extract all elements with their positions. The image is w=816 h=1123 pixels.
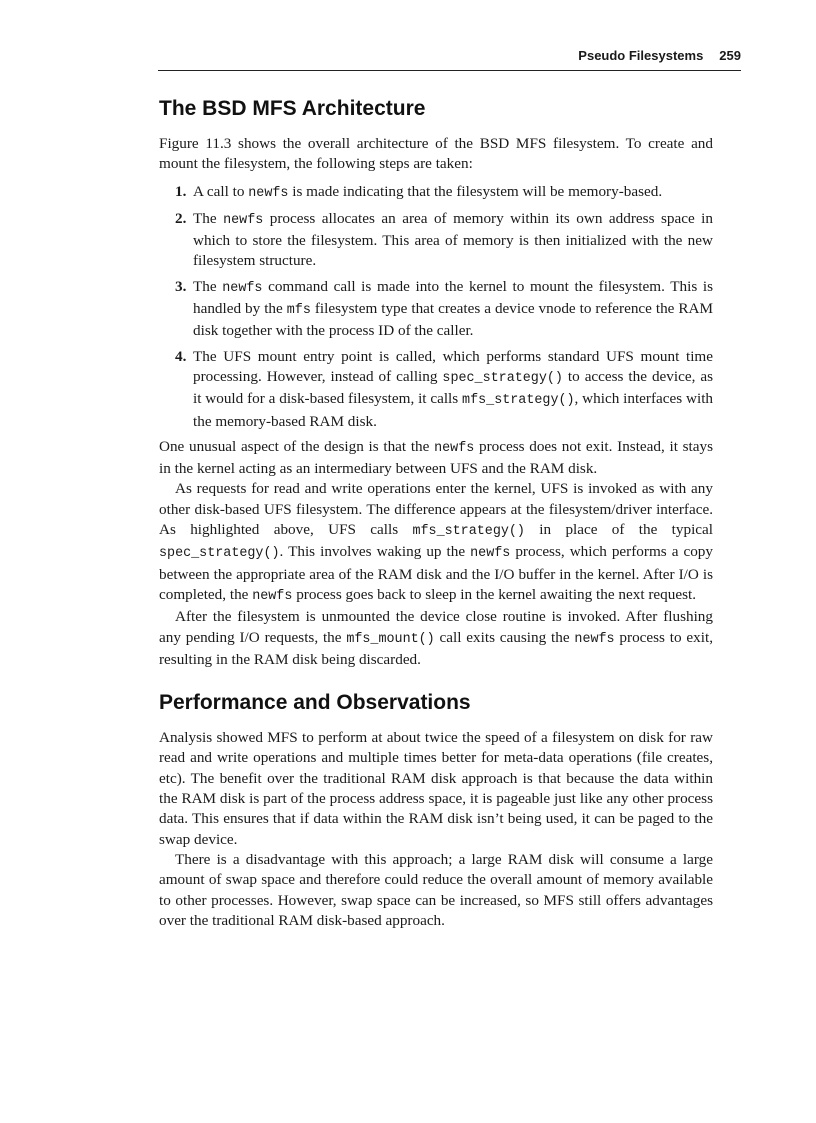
list-item: 2. The newfs process allocates an area of memory within its own address space in which to store the filesystem. This area of memory is then initialized with the new filesystem structure. bbox=[175, 209, 713, 270]
inline-code: newfs bbox=[252, 588, 293, 604]
list-item: 3. The newfs command call is made into the kernel to mount the filesystem. This is handled by the mfs filesystem type that creates a device vnode to reference the RAM disk together with the process ID of the caller. bbox=[175, 277, 713, 340]
section-heading-bsd-mfs: The BSD MFS Architecture bbox=[159, 97, 426, 120]
inline-code: newfs bbox=[434, 440, 475, 456]
running-header bbox=[158, 48, 741, 71]
list-item-number: 1. bbox=[175, 182, 187, 200]
inline-code: newfs bbox=[574, 631, 615, 647]
paragraph-unmount: After the filesystem is unmounted the device close routine is invoked. After flushing any pending I/O requests, the mfs_mount() call exits causing the newfs process to exit, resulting in the RAM disk being discarded. bbox=[159, 608, 713, 668]
list-item: 1. A call to newfs is made indicating that the filesystem will be memory-based. bbox=[175, 182, 663, 201]
paragraph-newfs-intermediary: One unusual aspect of the design is that the newfs process does not exit. Instead, it stays in the kernel acting as an intermediary between UFS and the RAM disk. bbox=[159, 437, 713, 478]
inline-code: mfs_strategy() bbox=[412, 524, 525, 540]
intro-paragraph: Figure 11.3 shows the overall architecture of the BSD MFS filesystem. To create and mount the filesystem, the following steps are taken: bbox=[159, 135, 713, 173]
list-item: 4. The UFS mount entry point is called, which performs standard UFS mount time processing. However, instead of calling spec_strategy() to access the device, as it would for a disk-based filesystem, it calls mfs_strategy(), which interfaces with the memory-based RAM disk. bbox=[175, 347, 714, 430]
paragraph-performance-analysis: Analysis showed MFS to perform at about twice the speed of a filesystem on disk for raw read and write operations and multiple times better for meta-data operations (file creates, etc). The benefit over the traditional RAM disk approach is that because the data within the RAM disk is part of the process address space, it is pageable just like any other process data. This ensures that if data within the RAM disk isn’t being used, it can be paged to the swap device. bbox=[159, 729, 713, 848]
list-item-number: 3. bbox=[175, 277, 187, 295]
list-item-number: 4. bbox=[175, 347, 187, 365]
inline-code: mfs_strategy() bbox=[462, 393, 575, 409]
inline-code: newfs bbox=[248, 185, 289, 201]
inline-code: mfs bbox=[286, 303, 311, 319]
inline-code: newfs bbox=[222, 280, 263, 296]
inline-code: spec_strategy() bbox=[442, 370, 563, 386]
page-number: 259 bbox=[719, 48, 741, 63]
inline-code: spec_strategy() bbox=[159, 546, 280, 562]
paragraph-disadvantage: There is a disadvantage with this approach; a large RAM disk will consume a large amount of swap space and therefore could reduce the overall amount of memory available to other processes. However, swap space can be increased, so MFS still offers advantages over the traditional RAM disk-based approach. bbox=[159, 850, 713, 929]
inline-code: newfs bbox=[470, 546, 511, 562]
paragraph-read-write-requests: As requests for read and write operations enter the kernel, UFS is invoked as with any other disk-based UFS filesystem. The difference appears at the filesystem/driver interface. As highlighted above, UFS calls mfs_strategy() in place of the typical spec_strategy(). This involves waking up the newfs process, which performs a copy between the appropriate area of the RAM disk and the I/O buffer in the kernel. After I/O is completed, the newfs process goes back to sleep in the kernel awaiting the next request. bbox=[159, 480, 714, 604]
running-header-title: Pseudo Filesystems bbox=[578, 48, 704, 63]
steps-list bbox=[159, 182, 713, 432]
list-item-number: 2. bbox=[175, 209, 187, 227]
inline-code: newfs bbox=[223, 212, 264, 228]
page-body bbox=[159, 96, 713, 931]
inline-code: mfs_mount() bbox=[346, 631, 435, 647]
section-heading-performance: Performance and Observations bbox=[159, 691, 471, 715]
